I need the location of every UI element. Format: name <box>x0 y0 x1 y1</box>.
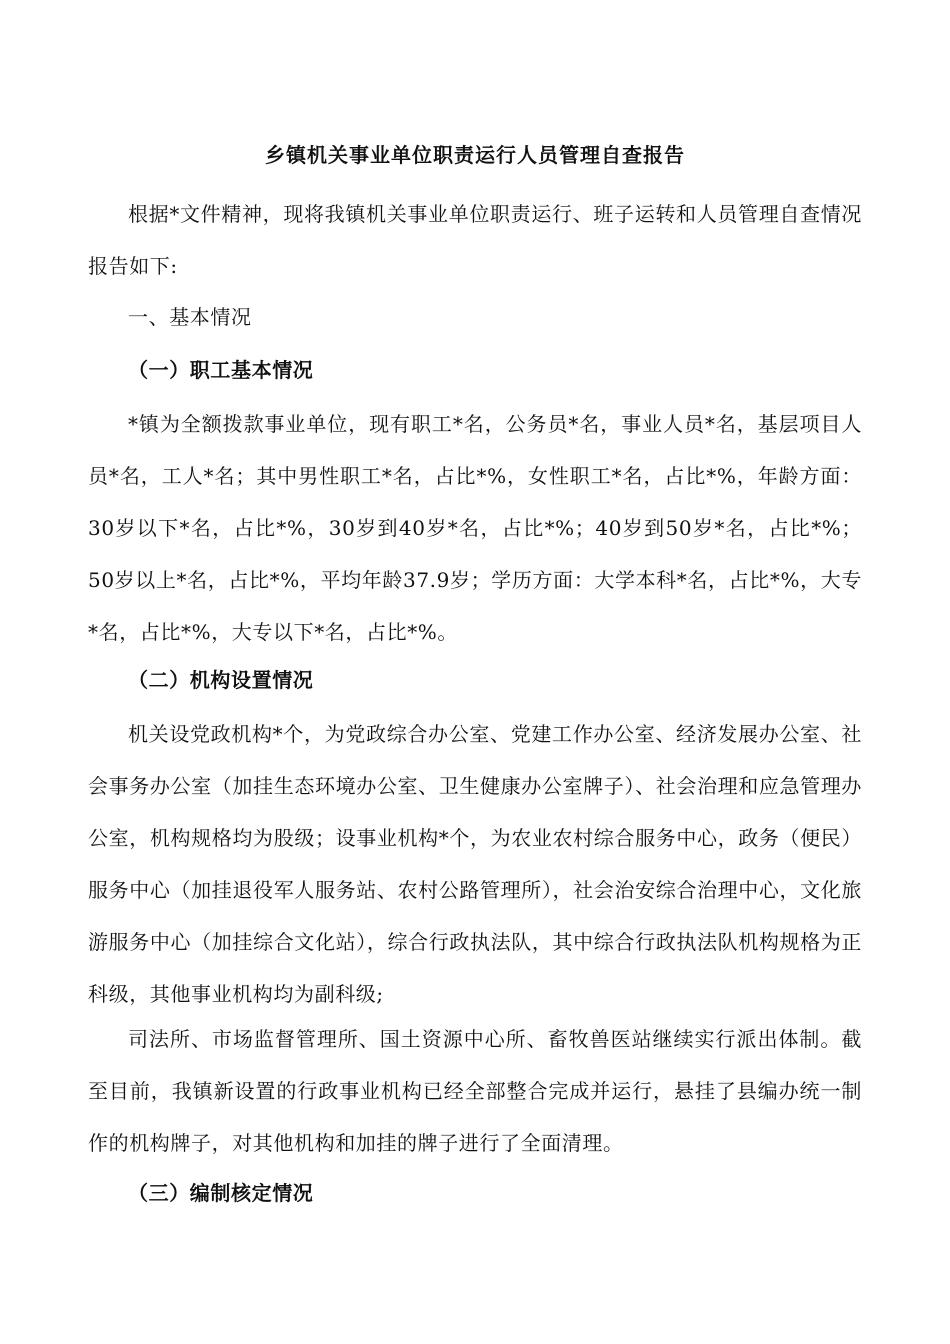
organization-paragraph: 机关设党政机构*个，为党政综合办公室、党建工作办公室、经济发展办公室、社会事务办公室（加挂生态环境办公室、卫生健康办公室牌子）、社会治理和应急管理办公室，机构规格均为股级；设事业机构*个，为农业农村综合服务中心，政务（便民）服务中心（加挂退役军人服务站、农村公路管理所），社会治安综合治理中心，文化旅游服务中心（加挂综合文化站），综合行政执法队，其中综合行政执法队机构规格为正科级，其他事业机构均为副科级; <box>88 722 862 1006</box>
subsection-heading-staffing: （三）编制核定情况 <box>128 1181 314 1205</box>
staff-paragraph: *镇为全额拨款事业单位，现有职工*名，公务员*名，事业人员*名，基层项目人员*名，工人*名；其中男性职工*名，占比*%，女性职工*名，占比*%，年龄方面：30岁以下*名，占比*%，30岁到40岁*名，占比*%；40岁到50岁*名，占比*%；50岁以上*名，占比*%，平均年龄37.9岁；学历方面：大学本科*名，占比*%，大专*名，占比*%，大专以下*名，占比*%。 <box>88 412 862 644</box>
section-heading-basic: 一、基本情况 <box>128 305 252 329</box>
document-title: 乡镇机关事业单位职责运行人员管理自查报告 <box>265 143 685 167</box>
subsection-heading-organization: （二）机构设置情况 <box>128 668 314 692</box>
dispatch-paragraph: 司法所、市场监督管理所、国土资源中心所、畜牧兽医站继续实行派出体制。截至目前，我镇新设置的行政事业机构已经全部整合完成并运行，悬挂了县编办统一制作的机构牌子，对其他机构和加挂的牌子进行了全面清理。 <box>88 1027 862 1155</box>
subsection-heading-staff: （一）职工基本情况 <box>128 358 314 382</box>
intro-paragraph: 根据*文件精神，现将我镇机关事业单位职责运行、班子运转和人员管理自查情况报告如下: <box>88 202 862 278</box>
